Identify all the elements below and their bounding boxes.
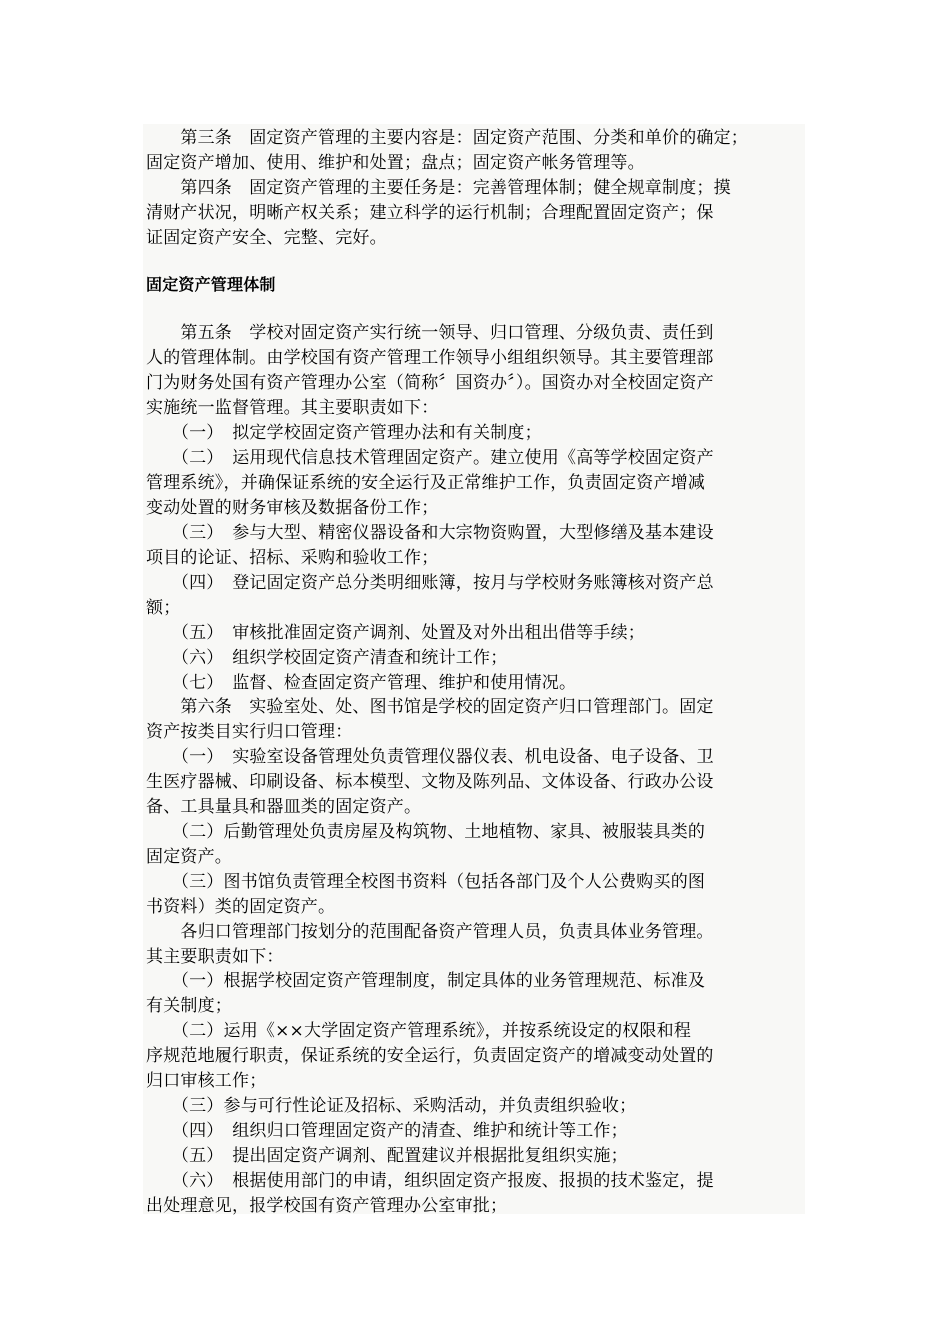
article-4-line-3: 证固定资产安全、完整、完好。 bbox=[146, 228, 387, 248]
article-6-item-2-line-2: 固定资产。 bbox=[146, 847, 232, 867]
article-6-item-3-line-1: （三）图书馆负责管理全校图书资料（包括各部门及个人公费购买的图 bbox=[146, 872, 706, 892]
article-5-item-7: （七） 监督、检查固定资产管理、维护和使用情况。 bbox=[146, 673, 577, 693]
article-6-item-2-line-1: （二）后勤管理处负责房屋及构筑物、土地植物、家具、被服装具类的 bbox=[146, 822, 706, 842]
article-4-line-1: 第四条 固定资产管理的主要任务是：完善管理体制；健全规章制度；摸 bbox=[146, 178, 731, 198]
duty-4: （四） 组织归口管理固定资产的清查、维护和统计等工作； bbox=[146, 1121, 628, 1141]
duties-intro-line-1: 各归口管理部门按划分的范围配备资产管理人员，负责具体业务管理。 bbox=[146, 922, 714, 942]
article-6-item-3-line-2: 书资料）类的固定资产。 bbox=[146, 897, 336, 917]
article-5-item-6: （六） 组织学校固定资产清查和统计工作； bbox=[146, 648, 508, 668]
article-5-line-1: 第五条 学校对固定资产实行统一领导、归口管理、分级负责、责任到 bbox=[146, 323, 714, 343]
article-5-item-2-line-3: 变动处置的财务审核及数据备份工作； bbox=[146, 498, 439, 518]
article-6-line-2: 资产按类目实行归口管理： bbox=[146, 722, 353, 742]
article-4-line-2: 清财产状况，明晰产权关系；建立科学的运行机制；合理配置固定资产；保 bbox=[146, 203, 714, 223]
duty-1-line-1: （一）根据学校固定资产管理制度，制定具体的业务管理规范、标准及 bbox=[146, 971, 706, 991]
duty-6-line-2: 出处理意见，报学校国有资产管理办公室审批； bbox=[146, 1196, 508, 1216]
article-5-item-5: （五） 审核批准固定资产调剂、处置及对外出租出借等手续； bbox=[146, 623, 645, 643]
article-5-item-3-line-2: 项目的论证、招标、采购和验收工作； bbox=[146, 548, 439, 568]
article-5-line-4: 实施统一监督管理。其主要职责如下： bbox=[146, 398, 439, 418]
article-5-item-3-line-1: （三） 参与大型、精密仪器设备和大宗物资购置，大型修缮及基本建设 bbox=[146, 523, 714, 543]
article-6-line-1: 第六条 实验室处、处、图书馆是学校的固定资产归口管理部门。固定 bbox=[146, 697, 714, 717]
article-6-item-1-line-2: 生医疗器械、印刷设备、标本模型、文物及陈列品、文体设备、行政办公设 bbox=[146, 772, 714, 792]
duties-intro-line-2: 其主要职责如下： bbox=[146, 947, 284, 967]
article-3-line-1: 第三条 固定资产管理的主要内容是：固定资产范围、分类和单价的确定； bbox=[146, 128, 748, 148]
article-5-item-1: （一） 拟定学校固定资产管理办法和有关制度； bbox=[146, 423, 542, 443]
article-5-item-2-line-2: 管理系统》，并确保证系统的安全运行及正常维护工作，负责固定资产增减 bbox=[146, 473, 706, 493]
duty-2-line-1: （二）运用《××大学固定资产管理系统》，并按系统设定的权限和程 bbox=[146, 1021, 692, 1041]
duty-2-line-2: 序规范地履行职责，保证系统的安全运行，负责固定资产的增减变动处置的 bbox=[146, 1046, 714, 1066]
duty-6-line-1: （六） 根据使用部门的申请，组织固定资产报废、报损的技术鉴定，提 bbox=[146, 1171, 714, 1191]
duty-2-line-3: 归口审核工作； bbox=[146, 1071, 267, 1091]
article-5-line-3: 门为财务处国有资产管理办公室（简称〞国资办〞）。国资办对全校固定资产 bbox=[146, 373, 714, 393]
article-3-line-2: 固定资产增加、使用、维护和处置；盘点；固定资产帐务管理等。 bbox=[146, 153, 645, 173]
duty-1-line-2: 有关制度； bbox=[146, 996, 232, 1016]
article-6-item-1-line-3: 备、工具量具和器皿类的固定资产。 bbox=[146, 797, 422, 817]
article-5-line-2: 人的管理体制。由学校国有资产管理工作领导小组组织领导。其主要管理部 bbox=[146, 348, 714, 368]
duty-5: （五） 提出固定资产调剂、配置建议并根据批复组织实施； bbox=[146, 1146, 628, 1166]
article-5-item-4-line-1: （四） 登记固定资产总分类明细账簿，按月与学校财务账簿核对资产总 bbox=[146, 573, 714, 593]
duty-3: （三）参与可行性论证及招标、采购活动，并负责组织验收； bbox=[146, 1096, 637, 1116]
section-heading: 固定资产管理体制 bbox=[146, 275, 276, 294]
article-5-item-4-line-2: 额； bbox=[146, 598, 181, 618]
article-5-item-2-line-1: （二） 运用现代信息技术管理固定资产。建立使用《高等学校固定资产 bbox=[146, 448, 714, 468]
article-6-item-1-line-1: （一） 实验室设备管理处负责管理仪器仪表、机电设备、电子设备、卫 bbox=[146, 747, 714, 767]
